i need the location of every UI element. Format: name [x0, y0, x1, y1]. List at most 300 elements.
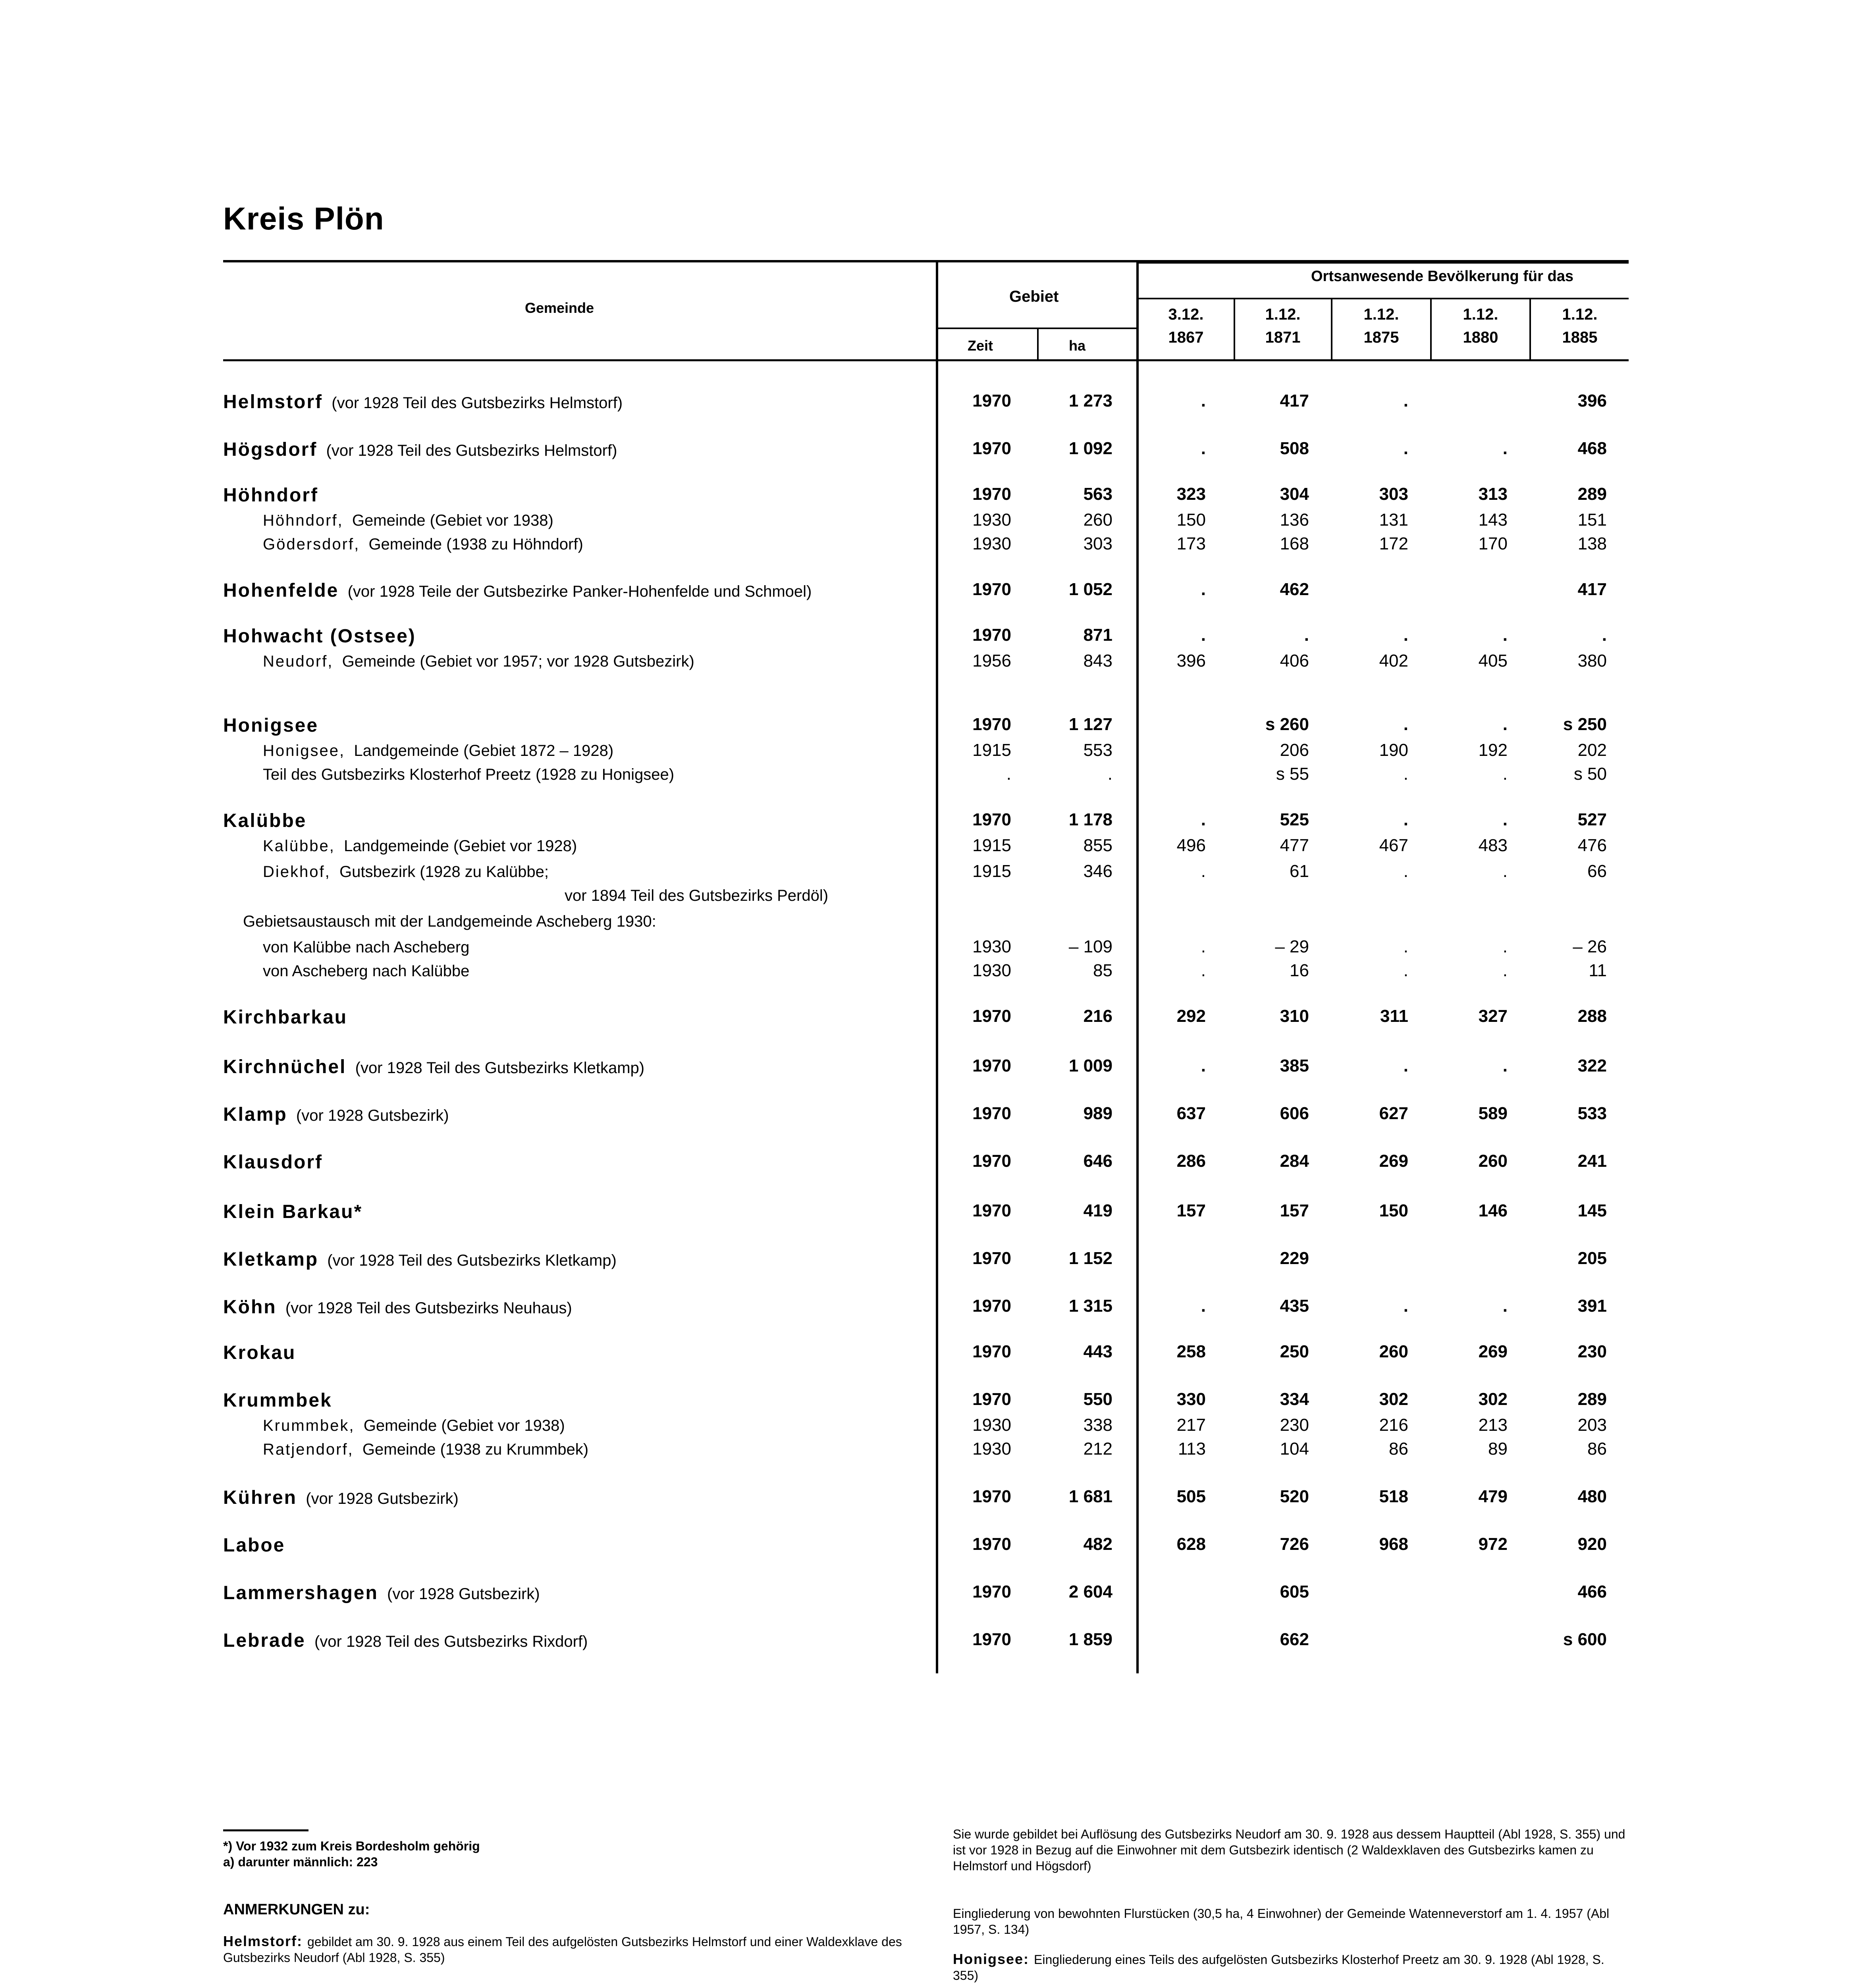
cell-population-1880: .: [1502, 625, 1508, 645]
cell-population-1885: – 26: [1573, 937, 1607, 956]
cell-population-1885: 203: [1577, 1415, 1607, 1435]
cell-population-1885: 138: [1577, 534, 1607, 553]
municipality-label: Helmstorf: [223, 391, 323, 412]
cell-ha: 85: [1093, 961, 1112, 980]
cell-population-1885: 289: [1577, 1390, 1607, 1409]
table-row: [223, 764, 1629, 788]
cell-population-1885: s 250: [1563, 715, 1607, 734]
cell-population-1867: 292: [1176, 1006, 1206, 1026]
municipality-note: (vor 1928 Teil des Gutsbezirks Neuhaus): [276, 1299, 572, 1317]
table-row: [223, 1201, 1629, 1225]
note-term: Helmstorf:: [223, 1933, 308, 1949]
note-right-1: [953, 1906, 1628, 1937]
table-row: [223, 625, 1629, 649]
cell-population-1867: 637: [1176, 1104, 1206, 1123]
municipality-name: [223, 1296, 572, 1318]
cell-population-1885: 417: [1577, 580, 1607, 599]
cell-population-1880: 479: [1478, 1487, 1508, 1506]
municipality-label: Klein Barkau*: [223, 1201, 363, 1222]
municipality-label: Höhndorf: [223, 485, 318, 506]
cell-zeit: 1970: [972, 810, 1011, 829]
cell-ha: 1 273: [1068, 391, 1112, 410]
cell-population-1875: .: [1403, 861, 1408, 881]
municipality-name: [223, 1104, 449, 1125]
cell-zeit: 1915: [972, 861, 1011, 881]
cell-zeit: .: [1006, 764, 1011, 784]
cell-population-1875: .: [1403, 810, 1408, 829]
cell-population-1867: 217: [1176, 1415, 1206, 1435]
cell-population-1880: 483: [1478, 836, 1508, 855]
cell-population-1880: .: [1502, 764, 1508, 784]
municipality-name: [263, 651, 694, 671]
cell-population-1885: 11: [1589, 961, 1607, 980]
bev-mid-rule: [1136, 298, 1629, 299]
header-gebiet: Gebiet: [1009, 288, 1059, 305]
municipality-name: [223, 1582, 540, 1604]
municipality-name: [223, 1342, 296, 1364]
cell-population-1880: .: [1502, 937, 1508, 956]
cell-population-1871: 525: [1280, 810, 1309, 829]
anmerkungen-title: ANMERKUNGEN zu:: [223, 1901, 370, 1918]
cell-ha: 419: [1083, 1201, 1112, 1220]
municipality-note: Gemeinde (Gebiet vor 1938): [343, 512, 553, 529]
municipality-note: (vor 1928 Gutsbezirk): [297, 1490, 459, 1507]
municipality-name: [263, 740, 613, 760]
cell-population-1867: 330: [1176, 1390, 1206, 1409]
cell-zeit: 1970: [972, 1630, 1011, 1649]
municipality-label: Kühren: [223, 1487, 297, 1508]
cell-zeit: 1930: [972, 1415, 1011, 1435]
municipality-name: [263, 961, 469, 981]
cell-population-1880: 192: [1478, 740, 1508, 760]
municipality-label: Lebrade: [223, 1630, 306, 1651]
cell-ha: 989: [1083, 1104, 1112, 1123]
table-row: [223, 1296, 1629, 1320]
cell-ha: 563: [1083, 484, 1112, 504]
municipality-name: [223, 391, 623, 413]
municipality-label: Kirchbarkau: [223, 1007, 348, 1028]
cell-population-1880: .: [1502, 439, 1508, 458]
cell-population-1871: s 55: [1276, 764, 1309, 784]
cell-zeit: 1970: [972, 1296, 1011, 1316]
cell-population-1885: 145: [1577, 1201, 1607, 1220]
cell-population-1885: s 600: [1563, 1630, 1607, 1649]
municipality-note: Gemeinde (Gebiet vor 1938): [355, 1417, 565, 1434]
note-right-2: [953, 1951, 1628, 1983]
cell-population-1885: 322: [1577, 1056, 1607, 1075]
municipality-name: [263, 836, 577, 856]
municipality-label: Krokau: [223, 1342, 296, 1363]
cell-zeit: 1930: [972, 961, 1011, 980]
municipality-label: Gebietsaustausch mit der Landgemeinde Ascheberg 1930:: [243, 913, 656, 930]
cell-population-1875: .: [1403, 625, 1408, 645]
cell-population-1875: 467: [1379, 836, 1408, 855]
note-text: Eingliederung eines Teils des aufgelösten Gutsbezirks Klosterhof Preetz am 30. 9. 1928 (Abl 1928, S. 355): [953, 1952, 1604, 1983]
cell-zeit: 1970: [972, 1390, 1011, 1409]
cell-population-1867: .: [1201, 1056, 1206, 1075]
municipality-label: Kirchnüchel: [223, 1056, 347, 1077]
municipality-label: Kletkamp: [223, 1249, 319, 1270]
cell-population-1875: 131: [1379, 510, 1408, 530]
cell-population-1875: .: [1403, 764, 1408, 784]
cell-ha: 303: [1083, 534, 1112, 553]
municipality-label: vor 1894 Teil des Gutsbezirks Perdöl): [565, 887, 829, 904]
municipality-name: [223, 1487, 459, 1509]
table-row: [223, 1534, 1629, 1558]
cell-ha: .: [1107, 764, 1112, 784]
cell-zeit: 1970: [972, 1056, 1011, 1075]
footnote-star: *) Vor 1932 zum Kreis Bordesholm gehörig: [223, 1839, 480, 1853]
table-row: [223, 1006, 1629, 1030]
municipality-label: Laboe: [223, 1535, 285, 1556]
cell-population-1871: 334: [1280, 1390, 1309, 1409]
municipality-note: (vor 1928 Teil des Gutsbezirks Rixdorf): [305, 1633, 588, 1650]
cell-population-1875: .: [1403, 1296, 1408, 1316]
cell-population-1875: 269: [1379, 1151, 1408, 1171]
cell-ha: 2 604: [1068, 1582, 1112, 1601]
cell-population-1867: .: [1201, 580, 1206, 599]
cell-population-1885: s 50: [1573, 764, 1607, 784]
cell-population-1871: 662: [1280, 1630, 1309, 1649]
cell-ha: 855: [1083, 836, 1112, 855]
cell-population-1871: s 260: [1265, 715, 1309, 734]
municipality-name: [223, 1201, 362, 1223]
header-date-1875: 1.12. 1875: [1363, 306, 1399, 346]
cell-ha: 1 092: [1068, 439, 1112, 458]
cell-population-1885: 151: [1577, 510, 1607, 530]
cell-population-1875: 303: [1379, 484, 1408, 504]
municipality-note: (vor 1928 Gutsbezirk): [287, 1107, 449, 1124]
table-row: [223, 836, 1629, 860]
cell-zeit: 1930: [972, 510, 1011, 530]
cell-population-1871: 435: [1280, 1296, 1309, 1316]
table-row: [223, 1582, 1629, 1606]
cell-population-1875: .: [1403, 937, 1408, 956]
cell-zeit: 1930: [972, 534, 1011, 553]
cell-population-1871: 520: [1280, 1487, 1309, 1506]
cell-population-1871: 304: [1280, 484, 1309, 504]
municipality-note: (vor 1928 Teil des Gutsbezirks Kletkamp): [318, 1252, 617, 1269]
cell-ha: 871: [1083, 625, 1112, 645]
municipality-label: Teil des Gutsbezirks Klosterhof Preetz (1928 zu Honigsee): [263, 766, 675, 783]
cell-zeit: 1970: [972, 484, 1011, 504]
header-gemeinde: Gemeinde: [525, 300, 594, 316]
cell-ha: 1 052: [1068, 580, 1112, 599]
municipality-label: Neudorf,: [263, 653, 334, 670]
cell-population-1880: 327: [1478, 1006, 1508, 1026]
cell-ha: 1 315: [1068, 1296, 1112, 1316]
cell-ha: 443: [1083, 1342, 1112, 1361]
cell-population-1871: 284: [1280, 1151, 1309, 1171]
cell-population-1875: .: [1403, 391, 1408, 410]
cell-population-1880: 143: [1478, 510, 1508, 530]
table-row: [223, 861, 1629, 885]
cell-ha: 1 009: [1068, 1056, 1112, 1075]
cell-population-1880: 260: [1478, 1151, 1508, 1171]
gebiet-mid-rule: [936, 328, 1136, 329]
cell-population-1867: .: [1201, 439, 1206, 458]
table-row: [223, 1630, 1629, 1654]
cell-population-1885: 380: [1577, 651, 1607, 671]
cell-population-1885: 391: [1577, 1296, 1607, 1316]
cell-zeit: 1970: [972, 1104, 1011, 1123]
cell-ha: 1 127: [1068, 715, 1112, 734]
cell-zeit: 1915: [972, 740, 1011, 760]
municipality-name: [565, 885, 828, 905]
cell-population-1875: 260: [1379, 1342, 1408, 1361]
cell-population-1875: .: [1403, 1056, 1408, 1075]
cell-zeit: 1970: [972, 1582, 1011, 1601]
cell-population-1867: 173: [1176, 534, 1206, 553]
cell-zeit: 1970: [972, 715, 1011, 734]
cell-population-1880: .: [1502, 1056, 1508, 1075]
cell-population-1871: 16: [1290, 961, 1309, 980]
cell-zeit: 1970: [972, 391, 1011, 410]
cell-ha: 260: [1083, 510, 1112, 530]
cell-population-1871: 462: [1280, 580, 1309, 599]
municipality-label: Högsdorf: [223, 439, 318, 460]
table-row: [223, 1487, 1629, 1511]
cell-population-1871: 406: [1280, 651, 1309, 671]
cell-population-1867: .: [1201, 625, 1206, 645]
municipality-label: Ratjendorf,: [263, 1441, 354, 1458]
cell-ha: 553: [1083, 740, 1112, 760]
table-row: [223, 439, 1629, 463]
cell-population-1880: 170: [1478, 534, 1508, 553]
municipality-name: [223, 1006, 347, 1028]
table-row: [223, 740, 1629, 764]
municipality-name: [263, 1415, 565, 1435]
cell-population-1875: 86: [1389, 1439, 1408, 1459]
table-row: [223, 885, 1629, 909]
municipality-name: [263, 861, 549, 881]
municipality-name: [263, 764, 674, 784]
municipality-name: [223, 810, 307, 832]
cell-population-1871: .: [1304, 625, 1309, 645]
municipality-label: Klausdorf: [223, 1152, 323, 1173]
cell-population-1885: 920: [1577, 1534, 1607, 1554]
cell-ha: 482: [1083, 1534, 1112, 1554]
cell-population-1885: 202: [1577, 740, 1607, 760]
municipality-note: Landgemeinde (Gebiet 1872 – 1928): [345, 742, 614, 759]
cell-population-1880: 302: [1478, 1390, 1508, 1409]
table-row: [223, 1249, 1629, 1272]
cell-population-1871: 230: [1280, 1415, 1309, 1435]
note-text: Eingliederung von bewohnten Flurstücken (30,5 ha, 4 Einwohner) der Gemeinde Watenneverstorf am 1. 4. 1957 (Abl 1957, S. 134): [953, 1906, 1610, 1937]
municipality-name: [223, 1056, 644, 1078]
municipality-name: [223, 715, 318, 736]
cell-population-1867: .: [1201, 961, 1206, 980]
municipality-name: [223, 439, 617, 461]
note-text: Sie wurde gebildet bei Auflösung des Gutsbezirks Neudorf am 30. 9. 1928 aus dessem Hauptteil (Abl 1928, S. 355) und ist vor 1928 in Bezug auf die Einwohner mit dem Gutsbezirk identisch (2 Waldexklaven des Gutsbezirks kamen zu Helmstorf und Högsdorf): [953, 1827, 1625, 1873]
municipality-name: [223, 580, 812, 601]
table-row: [223, 810, 1629, 834]
cell-population-1871: 605: [1280, 1582, 1309, 1601]
note-text: gebildet am 30. 9. 1928 aus einem Teil des aufgelösten Gutsbezirks Helmstorf und einer Waldexklave des Gutsbezirks Neudorf (Abl 1928, S. 355): [223, 1935, 902, 1965]
cell-population-1875: 190: [1379, 740, 1408, 760]
table-row: [223, 510, 1629, 534]
table-row: [223, 391, 1629, 415]
cell-population-1875: 172: [1379, 534, 1408, 553]
cell-population-1867: 157: [1176, 1201, 1206, 1220]
municipality-name: [223, 1534, 285, 1556]
cell-population-1880: .: [1502, 810, 1508, 829]
cell-population-1867: .: [1201, 937, 1206, 956]
header-zeit: Zeit: [968, 337, 993, 354]
cell-population-1871: 136: [1280, 510, 1309, 530]
cell-population-1880: 313: [1478, 484, 1508, 504]
cell-zeit: 1956: [972, 651, 1011, 671]
cell-ha: 216: [1083, 1006, 1112, 1026]
cell-zeit: 1970: [972, 1487, 1011, 1506]
cell-ha: 646: [1083, 1151, 1112, 1171]
municipality-name: [263, 937, 469, 957]
cell-population-1871: 606: [1280, 1104, 1309, 1123]
cell-population-1867: 150: [1176, 510, 1206, 530]
municipality-label: Köhn: [223, 1297, 277, 1318]
cell-ha: 1 178: [1068, 810, 1112, 829]
table-row: [223, 1439, 1629, 1463]
cell-population-1880: .: [1502, 1296, 1508, 1316]
cell-population-1871: 508: [1280, 439, 1309, 458]
cell-population-1880: 405: [1478, 651, 1508, 671]
municipality-name: [223, 625, 416, 647]
municipality-name: [223, 1630, 588, 1652]
municipality-note: Gutsbezirk (1928 zu Kalübbe;: [330, 863, 549, 881]
municipality-name: [263, 510, 553, 530]
cell-population-1867: 505: [1176, 1487, 1206, 1506]
footnote-a: a) darunter männlich: 223: [223, 1855, 378, 1869]
cell-population-1871: 229: [1280, 1249, 1309, 1268]
cell-zeit: 1970: [972, 1342, 1011, 1361]
cell-population-1867: 496: [1176, 836, 1206, 855]
cell-ha: – 109: [1068, 937, 1112, 956]
cell-population-1885: 205: [1577, 1249, 1607, 1268]
note-left-0: [223, 1933, 906, 1966]
cell-population-1875: 311: [1380, 1006, 1408, 1026]
cell-population-1875: .: [1403, 961, 1408, 980]
cell-population-1885: 468: [1577, 439, 1607, 458]
table-row: [223, 911, 1629, 935]
municipality-label: Honigsee,: [263, 742, 345, 759]
cell-population-1885: 480: [1577, 1487, 1607, 1506]
cell-zeit: 1915: [972, 836, 1011, 855]
municipality-name: [263, 1439, 588, 1459]
table-row: [223, 1151, 1629, 1175]
cell-population-1875: .: [1403, 715, 1408, 734]
table-row: [223, 1390, 1629, 1413]
cell-zeit: 1930: [972, 937, 1011, 956]
header-bevoelkerung: Ortsanwesende Bevölkerung für das: [1311, 268, 1573, 285]
cell-population-1875: 518: [1379, 1487, 1408, 1506]
cell-zeit: 1970: [972, 1249, 1011, 1268]
cell-population-1880: .: [1502, 715, 1508, 734]
cell-population-1867: .: [1201, 861, 1206, 881]
cell-population-1885: 476: [1577, 836, 1607, 855]
cell-ha: 1 681: [1068, 1487, 1112, 1506]
table-row: [223, 1342, 1629, 1366]
cell-population-1867: .: [1201, 1296, 1206, 1316]
cell-zeit: 1970: [972, 1006, 1011, 1026]
note-right-0: [953, 1826, 1628, 1874]
cell-population-1880: 146: [1478, 1201, 1508, 1220]
cell-population-1885: 241: [1577, 1151, 1607, 1171]
cell-zeit: 1970: [972, 625, 1011, 645]
cell-population-1885: .: [1602, 625, 1607, 645]
cell-population-1885: 288: [1577, 1006, 1607, 1026]
table-row: [223, 961, 1629, 985]
cell-zeit: 1970: [972, 1534, 1011, 1554]
cell-zeit: 1970: [972, 1201, 1011, 1220]
cell-population-1871: 206: [1280, 740, 1309, 760]
cell-population-1871: 477: [1280, 836, 1309, 855]
cell-population-1880: 589: [1478, 1104, 1508, 1123]
table-row: [223, 1104, 1629, 1127]
cell-population-1885: 466: [1577, 1582, 1607, 1601]
cell-population-1871: 726: [1280, 1534, 1309, 1554]
municipality-name: [223, 1249, 617, 1270]
cell-population-1867: 258: [1176, 1342, 1206, 1361]
municipality-note: (vor 1928 Teil des Gutsbezirks Helmstorf): [323, 394, 623, 412]
cell-zeit: 1970: [972, 439, 1011, 458]
municipality-label: Krummbek: [223, 1390, 332, 1411]
header-ha: ha: [1069, 337, 1086, 354]
municipality-name: [223, 1151, 323, 1173]
cell-population-1880: .: [1502, 961, 1508, 980]
municipality-label: Honigsee: [223, 715, 319, 736]
cell-ha: 1 859: [1068, 1630, 1112, 1649]
cell-zeit: 1970: [972, 1151, 1011, 1171]
header-date-1880: 1.12. 1880: [1463, 306, 1498, 346]
cell-population-1875: .: [1403, 439, 1408, 458]
note-term: Honigsee:: [953, 1951, 1034, 1967]
col-divider-zeit: [1037, 328, 1039, 361]
municipality-note: Gemeinde (Gebiet vor 1957; vor 1928 Gutsbezirk): [333, 653, 694, 670]
cell-population-1867: 323: [1176, 484, 1206, 504]
cell-population-1885: 396: [1577, 391, 1607, 410]
cell-population-1875: 150: [1379, 1201, 1408, 1220]
cell-ha: 843: [1083, 651, 1112, 671]
cell-population-1880: 972: [1478, 1534, 1508, 1554]
cell-population-1885: 289: [1577, 484, 1607, 504]
population-table: [223, 260, 1629, 1669]
cell-population-1871: 157: [1280, 1201, 1309, 1220]
table-row: [223, 534, 1629, 558]
cell-population-1871: 61: [1290, 861, 1309, 881]
cell-population-1875: 216: [1379, 1415, 1408, 1435]
cell-population-1880: 269: [1478, 1342, 1508, 1361]
table-row: [223, 937, 1629, 961]
municipality-note: (vor 1928 Teil des Gutsbezirks Kletkamp): [346, 1059, 645, 1077]
cell-population-1880: 89: [1488, 1439, 1508, 1459]
cell-population-1867: 396: [1176, 651, 1206, 671]
table-row: [223, 484, 1629, 508]
cell-population-1867: .: [1201, 810, 1206, 829]
cell-ha: 212: [1083, 1439, 1112, 1459]
table-row: [223, 580, 1629, 603]
footnote-rule: [223, 1829, 308, 1831]
cell-population-1885: 66: [1587, 861, 1607, 881]
cell-population-1885: 527: [1577, 810, 1607, 829]
municipality-label: von Ascheberg nach Kalübbe: [263, 962, 470, 980]
header-date-1871: 1.12. 1871: [1265, 306, 1301, 346]
municipality-label: Hohenfelde: [223, 580, 339, 601]
municipality-label: Hohwacht (Ostsee): [223, 626, 416, 647]
cell-population-1871: – 29: [1275, 937, 1309, 956]
cell-population-1885: 86: [1587, 1439, 1607, 1459]
municipality-label: Lammershagen: [223, 1582, 378, 1603]
cell-population-1871: 310: [1280, 1006, 1309, 1026]
